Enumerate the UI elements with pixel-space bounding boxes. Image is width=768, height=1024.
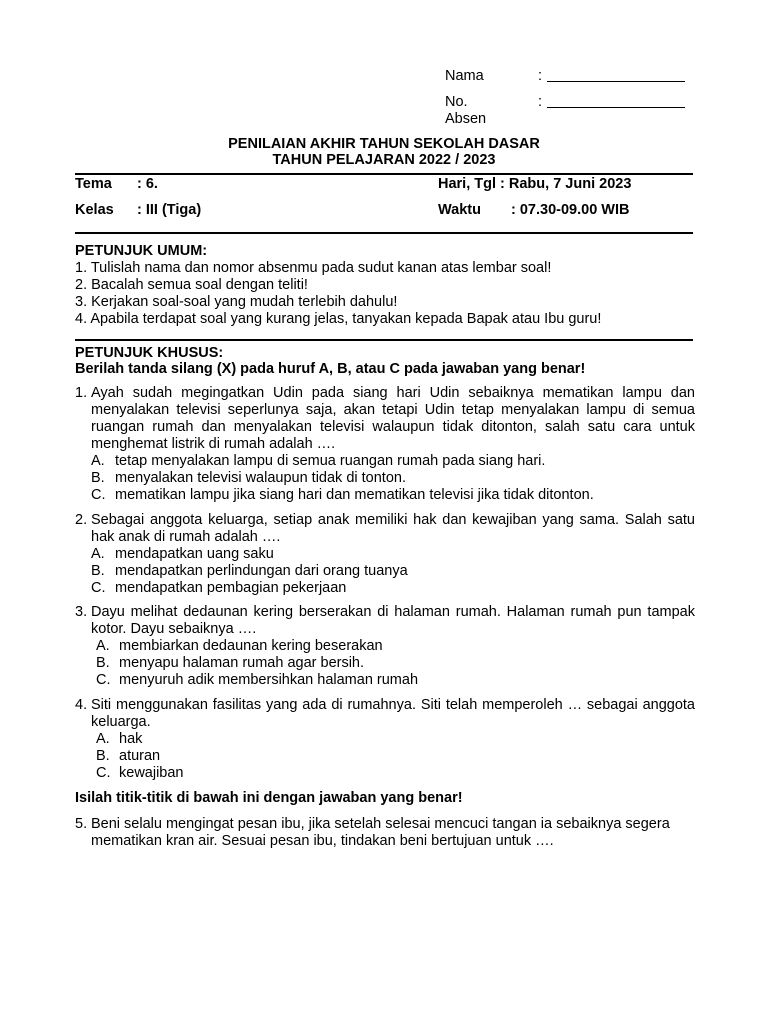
petunjuk-umum-item: 4. Apabila terdapat soal yang kurang jelas, tanyakan kepada Bapak atau Ibu guru! bbox=[75, 311, 602, 327]
option-text: menyuruh adik membersihkan halaman rumah bbox=[119, 672, 419, 688]
petunjuk-khusus-heading: PETUNJUK KHUSUS: bbox=[75, 345, 224, 361]
question-number: 1. bbox=[75, 385, 88, 401]
name-colon: : bbox=[538, 68, 543, 84]
question-stem: Ayah sudah megingatkan Udin pada siang hari Udin sebaiknya mematikan lampu dan menyalakan televisi seperlunya saja, akan tetapi Udin tetap menyalakan lampu di semua ruangan rumah dan menyalakan televisi walaupun tidak ditonton, salah satu cara untuk menghemat listrik di rumah adalah …. bbox=[91, 385, 695, 452]
question-stem: Siti menggunakan fasilitas yang ada di rumahnya. Siti telah memperoleh … sebagai anggota keluarga. bbox=[91, 697, 695, 730]
option-a[interactable] bbox=[75, 453, 695, 470]
option-b[interactable] bbox=[75, 655, 695, 672]
question-number: 2. bbox=[75, 512, 88, 528]
option-b[interactable] bbox=[75, 563, 695, 580]
option-b[interactable] bbox=[75, 748, 695, 765]
name-label: Nama bbox=[445, 68, 484, 84]
option-text: kewajiban bbox=[119, 765, 184, 781]
kelas-label: Kelas bbox=[75, 202, 114, 218]
waktu-label: Waktu bbox=[438, 202, 481, 218]
option-letter: B. bbox=[96, 748, 110, 764]
exam-title-line1: PENILAIAN AKHIR TAHUN SEKOLAH DASAR bbox=[228, 136, 540, 152]
option-text: membiarkan dedaunan kering beserakan bbox=[119, 638, 383, 654]
option-letter: B. bbox=[91, 563, 105, 579]
option-text: menyapu halaman rumah agar bersih. bbox=[119, 655, 365, 671]
petunjuk-umum-item: 2. Bacalah semua soal dengan teliti! bbox=[75, 277, 308, 293]
question-number: 5. bbox=[75, 816, 88, 832]
option-text: tetap menyalakan lampu di semua ruangan rumah pada siang hari. bbox=[115, 453, 546, 469]
tema-label: Tema bbox=[75, 176, 112, 192]
option-letter: C. bbox=[96, 672, 111, 688]
absen-label: No. Absen bbox=[445, 94, 487, 127]
option-letter: A. bbox=[91, 546, 105, 562]
question-number: 3. bbox=[75, 604, 88, 620]
option-c[interactable] bbox=[75, 487, 695, 504]
question-stem: Sebagai anggota keluarga, setiap anak memiliki hak dan kewajiban yang sama. Salah satu hak anak di rumah adalah …. bbox=[91, 512, 695, 545]
option-text: mendapatkan uang saku bbox=[115, 546, 274, 562]
petunjuk-umum-item: 1. Tulislah nama dan nomor absenmu pada sudut kanan atas lembar soal! bbox=[75, 260, 552, 276]
isian-instruction: Isilah titik-titik di bawah ini dengan jawaban yang benar! bbox=[75, 790, 463, 806]
header-rule-bottom bbox=[75, 232, 693, 234]
question-number: 4. bbox=[75, 697, 88, 713]
option-letter: B. bbox=[91, 470, 105, 486]
option-text: mendapatkan perlindungan dari orang tuanya bbox=[115, 563, 408, 579]
option-text: mematikan lampu jika siang hari dan mematikan televisi jika tidak ditonton. bbox=[115, 487, 594, 503]
option-letter: C. bbox=[91, 580, 106, 596]
option-letter: C. bbox=[96, 765, 111, 781]
question-stem: Dayu melihat dedaunan kering berserakan di halaman rumah. Halaman rumah pun tampak kotor. Dayu sebaiknya …. bbox=[91, 604, 695, 637]
petunjuk-umum-item: 3. Kerjakan soal-soal yang mudah terlebih dahulu! bbox=[75, 294, 398, 310]
question-3 bbox=[75, 604, 695, 689]
option-text: hak bbox=[119, 731, 143, 747]
question-5 bbox=[75, 816, 695, 850]
waktu-value: : 07.30-09.00 WIB bbox=[511, 202, 630, 218]
header-rule-top bbox=[75, 173, 693, 175]
section-rule bbox=[75, 339, 693, 341]
option-letter: A. bbox=[96, 731, 110, 747]
option-a[interactable] bbox=[75, 638, 695, 655]
option-letter: C. bbox=[91, 487, 106, 503]
option-text: mendapatkan pembagian pekerjaan bbox=[115, 580, 347, 596]
question-2 bbox=[75, 512, 695, 597]
absen-colon: : bbox=[538, 94, 543, 110]
option-letter: B. bbox=[96, 655, 110, 671]
option-letter: A. bbox=[96, 638, 110, 654]
absen-blank[interactable] bbox=[547, 107, 685, 108]
option-c[interactable] bbox=[75, 580, 695, 597]
question-stem: Beni selalu mengingat pesan ibu, jika setelah selesai mencuci tangan ia sebaiknya segera mematikan kran air. Sesuai pesan ibu, tindakan beni bertujuan untuk …. bbox=[91, 816, 670, 849]
petunjuk-khusus-instruction: Berilah tanda silang (X) pada huruf A, B, atau C pada jawaban yang benar! bbox=[75, 361, 586, 377]
tema-value: : 6. bbox=[137, 176, 158, 192]
option-a[interactable] bbox=[75, 731, 695, 748]
kelas-value: : III (Tiga) bbox=[137, 202, 202, 218]
option-letter: A. bbox=[91, 453, 105, 469]
question-4 bbox=[75, 697, 695, 782]
hari-tgl: Hari, Tgl : Rabu, 7 Juni 2023 bbox=[438, 176, 632, 192]
option-text: menyalakan televisi walaupun tidak di tonton. bbox=[115, 470, 406, 486]
name-blank[interactable] bbox=[547, 81, 685, 82]
option-a[interactable] bbox=[75, 546, 695, 563]
exam-title-line2: TAHUN PELAJARAN 2022 / 2023 bbox=[272, 152, 496, 168]
option-b[interactable] bbox=[75, 470, 695, 487]
option-c[interactable] bbox=[75, 672, 695, 689]
question-1 bbox=[75, 385, 695, 504]
option-text: aturan bbox=[119, 748, 161, 764]
petunjuk-umum-heading: PETUNJUK UMUM: bbox=[75, 243, 208, 259]
option-c[interactable] bbox=[75, 765, 695, 782]
